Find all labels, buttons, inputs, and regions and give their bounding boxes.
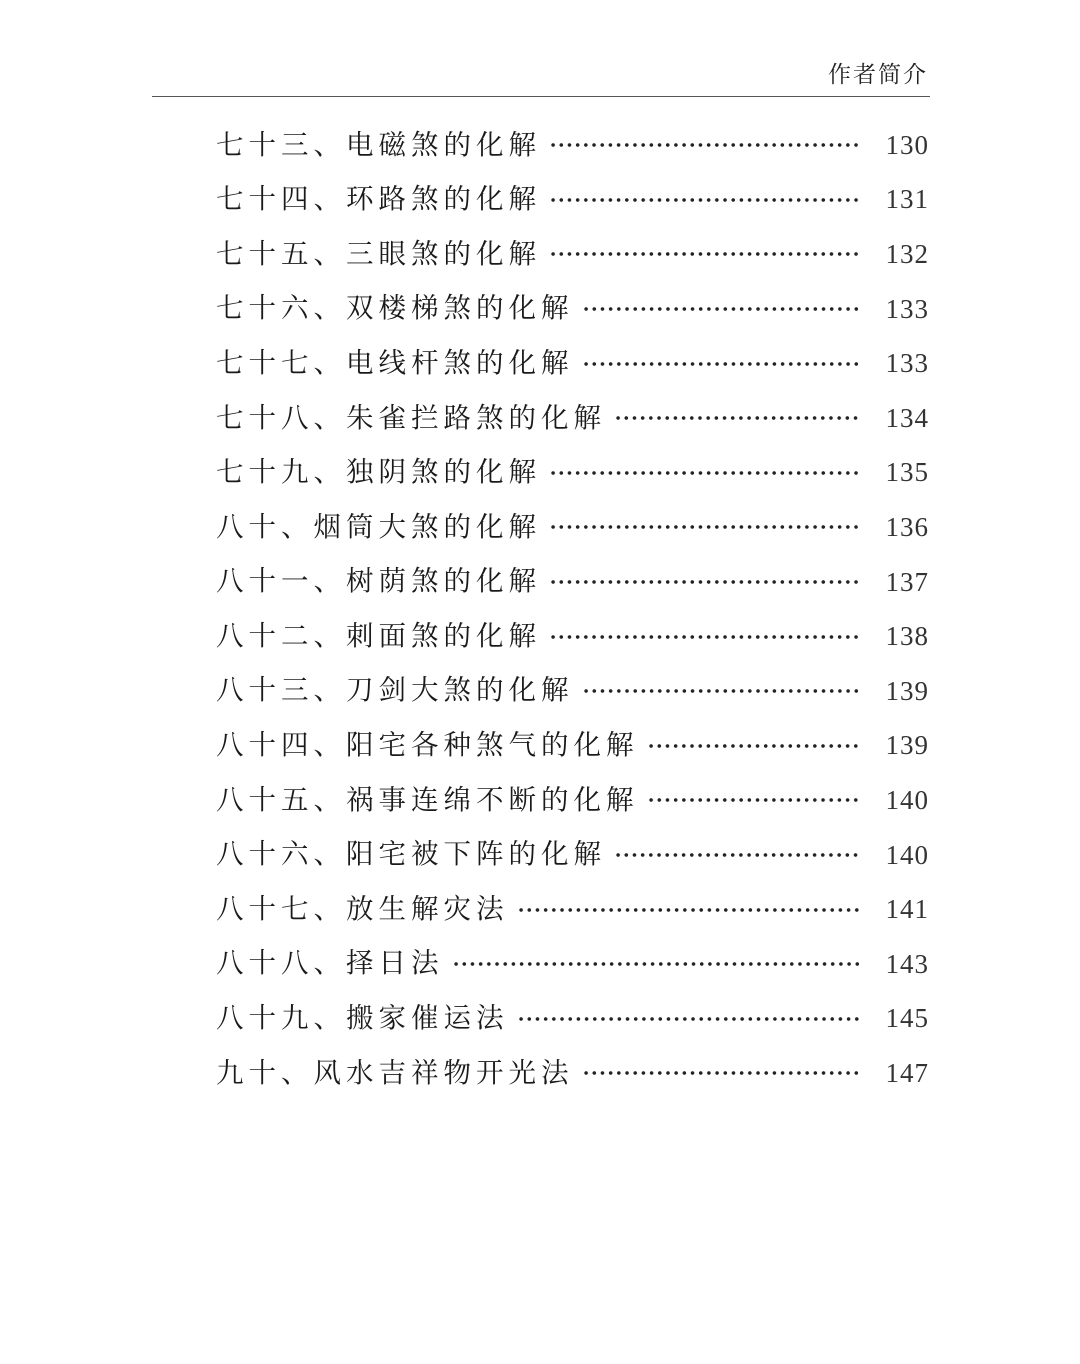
toc-entry-page: 143 [885, 948, 929, 979]
toc-entry-title: 八十三、刀剑大煞的化解 [216, 674, 574, 707]
toc-entry[interactable] [216, 118, 929, 173]
toc-dot-leader [549, 198, 861, 202]
toc-entry-title: 八十八、择日法 [216, 947, 444, 980]
toc-entry-title: 七十五、三眼煞的化解 [216, 237, 541, 270]
toc-entry-page: 141 [885, 894, 929, 925]
toc-entry-page: 139 [885, 675, 929, 706]
toc-entry-title: 八十一、树荫煞的化解 [216, 565, 541, 598]
toc-entry[interactable] [216, 446, 929, 501]
toc-entry-page: 140 [885, 784, 929, 815]
toc-entry-page: 135 [885, 457, 929, 488]
toc-entry-page: 130 [885, 129, 929, 160]
toc-entry-title: 九十、风水吉祥物开光法 [216, 1056, 574, 1089]
toc-dot-leader [517, 1017, 862, 1021]
toc-dot-leader [549, 252, 861, 256]
toc-dot-leader [517, 908, 862, 912]
toc-dot-leader [582, 1071, 862, 1075]
toc-entry-page: 139 [885, 730, 929, 761]
toc-dot-leader [549, 635, 861, 639]
toc-entry-title: 七十七、电线杆煞的化解 [216, 346, 574, 379]
table-of-contents [216, 118, 929, 1101]
toc-entry-title: 七十八、朱雀拦路煞的化解 [216, 401, 606, 434]
toc-entry-title: 八十七、放生解灾法 [216, 892, 509, 925]
toc-entry[interactable] [216, 828, 929, 883]
toc-entry-page: 140 [885, 839, 929, 870]
toc-dot-leader [647, 744, 862, 748]
toc-entry-title: 七十六、双楼梯煞的化解 [216, 292, 574, 325]
toc-entry[interactable] [216, 609, 929, 664]
toc-entry[interactable] [216, 391, 929, 446]
toc-entry[interactable] [216, 773, 929, 828]
toc-dot-leader [614, 416, 861, 420]
toc-entry-page: 133 [885, 293, 929, 324]
toc-entry[interactable] [216, 173, 929, 228]
toc-entry[interactable] [216, 664, 929, 719]
toc-entry-title: 七十九、独阴煞的化解 [216, 456, 541, 489]
toc-dot-leader [549, 580, 861, 584]
toc-dot-leader [549, 525, 861, 529]
toc-entry-title: 八十、烟筒大煞的化解 [216, 510, 541, 543]
toc-entry-title: 八十二、刺面煞的化解 [216, 619, 541, 652]
toc-entry[interactable] [216, 227, 929, 282]
toc-entry-page: 137 [885, 566, 929, 597]
toc-entry[interactable] [216, 500, 929, 555]
toc-entry-page: 131 [885, 184, 929, 215]
toc-entry[interactable] [216, 555, 929, 610]
toc-entry-title: 七十三、电磁煞的化解 [216, 128, 541, 161]
toc-entry[interactable] [216, 1046, 929, 1101]
toc-entry[interactable] [216, 992, 929, 1047]
toc-entry-title: 八十六、阳宅被下阵的化解 [216, 838, 606, 871]
toc-entry[interactable] [216, 336, 929, 391]
toc-entry-title: 八十九、搬家催运法 [216, 1002, 509, 1035]
toc-entry-title: 七十四、环路煞的化解 [216, 183, 541, 216]
toc-entry-title: 八十四、阳宅各种煞气的化解 [216, 729, 639, 762]
toc-entry[interactable] [216, 882, 929, 937]
toc-entry-page: 145 [885, 1003, 929, 1034]
toc-dot-leader [582, 689, 862, 693]
toc-dot-leader [647, 798, 862, 802]
toc-entry-page: 147 [885, 1057, 929, 1088]
header-rule [152, 96, 930, 97]
toc-entry[interactable] [216, 282, 929, 337]
toc-dot-leader [582, 307, 862, 311]
toc-entry[interactable] [216, 719, 929, 774]
toc-dot-leader [549, 143, 861, 147]
toc-entry-page: 133 [885, 348, 929, 379]
toc-dot-leader [614, 853, 861, 857]
toc-entry-page: 134 [885, 402, 929, 433]
toc-entry[interactable] [216, 937, 929, 992]
toc-entry-page: 138 [885, 621, 929, 652]
toc-dot-leader [582, 362, 862, 366]
running-head-title: 作者简介 [828, 62, 928, 88]
toc-dot-leader [452, 962, 862, 966]
toc-dot-leader [549, 471, 861, 475]
toc-entry-page: 132 [885, 238, 929, 269]
toc-entry-page: 136 [885, 511, 929, 542]
toc-entry-title: 八十五、祸事连绵不断的化解 [216, 783, 639, 816]
